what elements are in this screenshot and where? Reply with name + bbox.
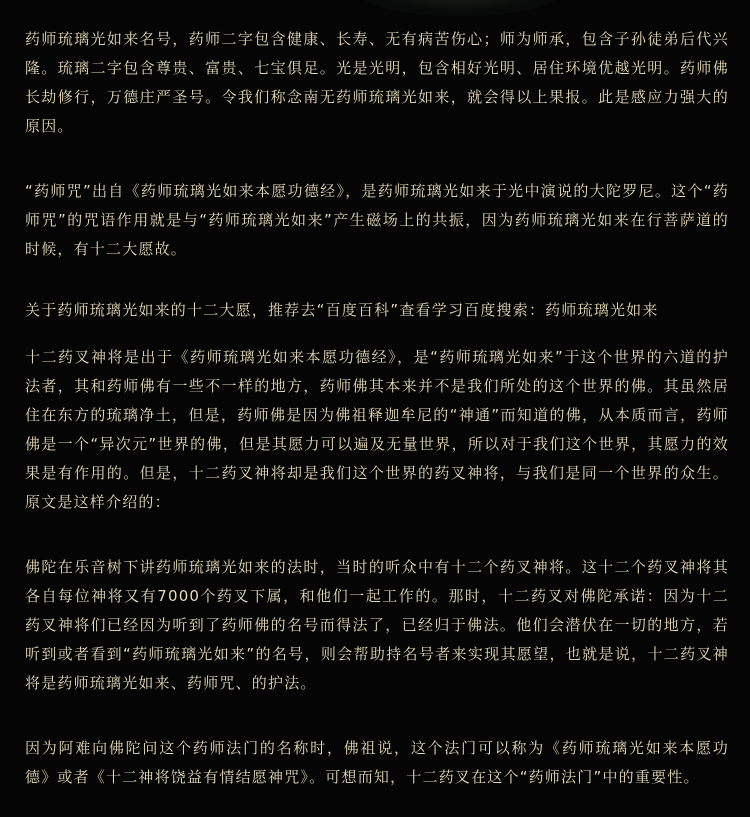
paragraph-gap [25, 517, 729, 553]
paragraph-mantra-origin: “药师咒”出自《药师琉璃光如来本愿功德经》，是药师琉璃光如来于光中演说的大陀罗尼。这个“药师咒”的咒语作用就是与“药师琉璃光如来”产生磁场上的共振，因为药师琉璃光如来在行菩萨道的时候，有十二大愿故。 [25, 182, 729, 258]
paragraph-twelve-yaksha-generals: 十二药叉神将是出于《药师琉璃光如来本愿功德经》，是“药师琉璃光如来”于这个世界的六道的护法者，其和药师佛有一些不一样的地方，药师佛其本来并不是我们所处的这个世界的佛。其虽然居住在东方的琉璃净土，但是，药师佛是因为佛祖释迦牟尼的“神通”而知道的佛，从本质而言，药师佛是一个“异次元”世界的佛，但是其愿力可以遍及无量世界，所以对于我们这个世界，其愿力的效果是有作用的。但是，十二药叉神将却是我们这个世界的药叉神将，与我们是同一个世界的众生。原文是这样介绍的： [25, 348, 729, 511]
paragraph-name-meaning: 药师琉璃光如来名号，药师二字包含健康、长寿、无有病苦伤心；师为师承，包含子孙徒弟后代兴隆。琉璃二字包含尊贵、富贵、七宝俱足。光是光明，包含相好光明、居住环境优越光明。药师佛长劫修行，万德庄严圣号。令我们称念南无药师琉璃光如来，就会得以上果报。此是感应力强大的原因。 [25, 30, 729, 135]
top-decorative-glow [360, 0, 560, 16]
paragraph-gap [25, 141, 729, 177]
paragraph-dharma-gate-name: 因为阿难向佛陀问这个药师法门的名称时，佛祖说，这个法门可以称为《药师琉璃光如来本愿功德》或者《十二神将饶益有情结愿神咒》。可想而知，十二药叉在这个“药师法门”中的重要性。 [25, 739, 729, 786]
paragraph-gap [25, 698, 729, 734]
article-body [25, 25, 729, 792]
paragraph-gap [25, 264, 729, 296]
paragraph-buddha-teaching: 佛陀在乐音树下讲药师琉璃光如来的法时，当时的听众中有十二个药叉神将。这十二个药叉神将其各自每位神将又有7000个药叉下属，和他们一起工作的。那时，十二药叉对佛陀承诺：因为十二药叉神将们已经因为听到了药师佛的名号而得法了，已经归于佛法。他们会潜伏在一切的地方，若听到或者看到“药师琉璃光如来”的名号，则会帮助持名号者来实现其愿望，也就是说，十二药叉神将是药师琉璃光如来、药师咒、的护法。 [25, 558, 729, 692]
paragraph-twelve-vows-reference: 关于药师琉璃光如来的十二大愿，推荐去“百度百科”查看学习百度搜索：药师琉璃光如来 [25, 301, 659, 319]
paragraph-gap [25, 325, 729, 343]
